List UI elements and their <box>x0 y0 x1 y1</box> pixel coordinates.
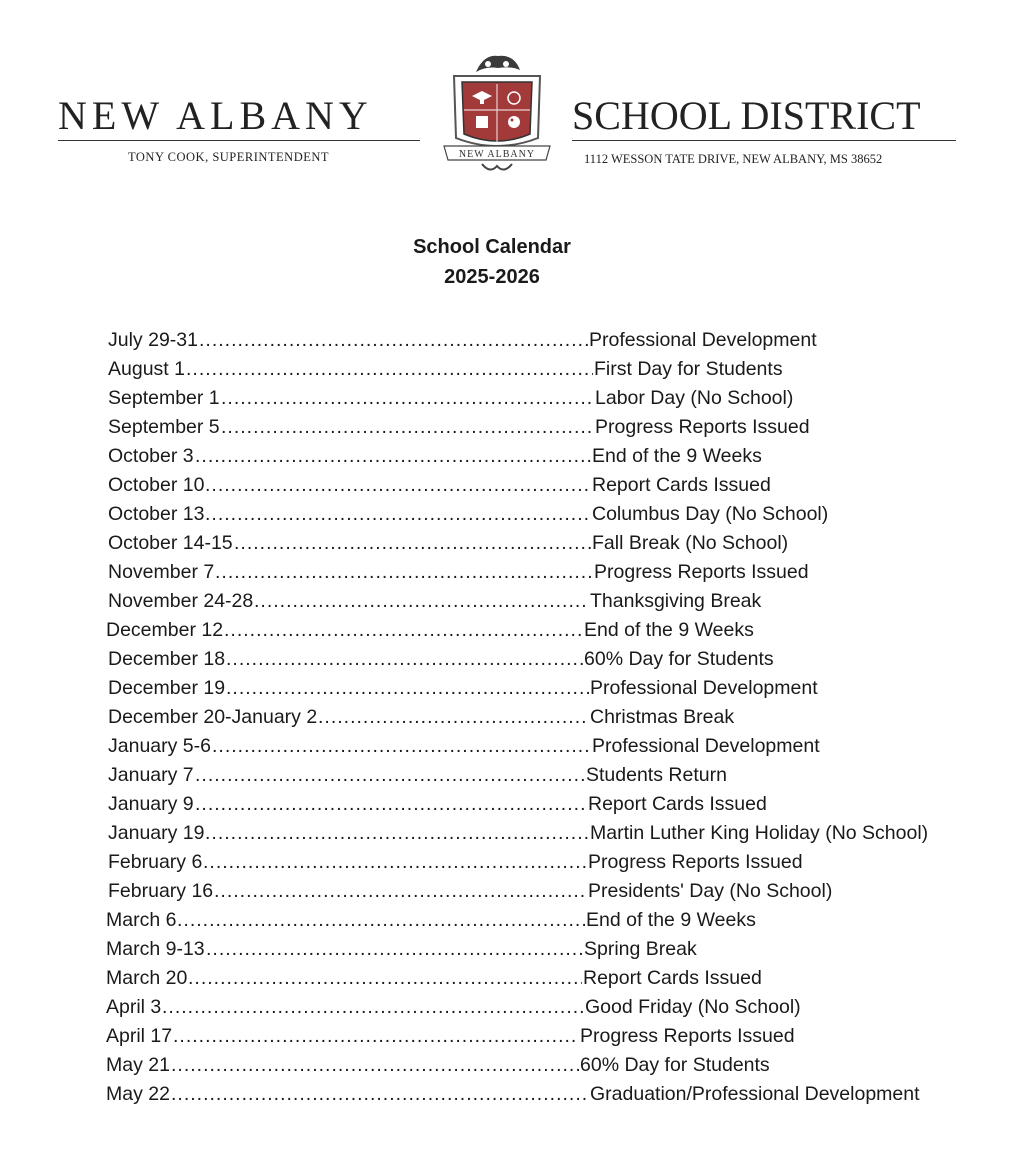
event-date: March 9-13 <box>106 938 205 960</box>
dot-leader <box>195 790 587 819</box>
event-date: January 9 <box>108 793 194 815</box>
event-date: May 22 <box>106 1083 170 1105</box>
event-date: October 14-15 <box>108 532 233 554</box>
event-description: Professional Development <box>592 735 820 757</box>
event-date: September 5 <box>108 416 220 438</box>
list-item <box>108 906 978 935</box>
list-item <box>108 384 978 413</box>
dot-leader <box>195 442 591 471</box>
event-description: First Day for Students <box>594 358 783 380</box>
event-date: January 19 <box>108 822 205 844</box>
list-item <box>108 703 978 732</box>
event-description: Thanksgiving Break <box>590 590 762 612</box>
list-item <box>108 848 978 877</box>
event-date: April 17 <box>106 1025 173 1047</box>
page-title: School Calendar <box>413 236 571 258</box>
event-description: Progress Reports Issued <box>580 1025 795 1047</box>
list-item <box>108 442 978 471</box>
event-description: Professional Development <box>589 329 817 351</box>
dot-leader <box>224 616 583 645</box>
dot-leader <box>205 471 591 500</box>
dot-leader <box>171 1051 579 1080</box>
event-description: Progress Reports Issued <box>595 416 810 438</box>
event-date: April 3 <box>106 996 162 1018</box>
list-item <box>108 587 978 616</box>
list-item <box>108 355 978 384</box>
list-item <box>108 819 978 848</box>
event-description: End of the 9 Weeks <box>586 909 756 931</box>
event-date: October 3 <box>108 445 194 467</box>
event-description: Report Cards Issued <box>583 967 762 989</box>
district-name-left: NEW ALBANY <box>58 93 373 138</box>
dot-leader <box>212 732 591 761</box>
calendar-title-block <box>0 232 984 292</box>
district-name-right: SCHOOL DISTRICT <box>572 93 921 138</box>
event-date: September 1 <box>108 387 220 409</box>
list-item <box>108 1051 978 1080</box>
event-date: November 24-28 <box>108 590 254 612</box>
event-date: October 13 <box>108 503 205 525</box>
event-description: Report Cards Issued <box>592 474 771 496</box>
event-description: Progress Reports Issued <box>588 851 803 873</box>
dot-leader <box>205 500 591 529</box>
event-description: End of the 9 Weeks <box>592 445 762 467</box>
event-description: Presidents' Day (No School) <box>588 880 833 902</box>
dot-leader <box>195 761 585 790</box>
event-date: January 5-6 <box>108 735 211 757</box>
dot-leader <box>226 645 583 674</box>
event-date: February 16 <box>108 880 214 902</box>
event-date: October 10 <box>108 474 205 496</box>
dot-leader <box>205 819 589 848</box>
event-date: December 20-January 2 <box>108 706 318 728</box>
event-description: Labor Day (No School) <box>595 387 794 409</box>
dot-leader <box>214 877 587 906</box>
dot-leader <box>186 355 593 384</box>
event-date: August 1 <box>108 358 185 380</box>
dot-leader <box>162 993 584 1022</box>
dot-leader <box>199 326 588 355</box>
event-description: Good Friday (No School) <box>585 996 801 1018</box>
list-item <box>108 964 978 993</box>
list-item <box>108 326 978 355</box>
list-item <box>108 645 978 674</box>
event-date: December 12 <box>106 619 224 641</box>
letterhead-right <box>572 92 956 141</box>
event-date: May 21 <box>106 1054 170 1076</box>
list-item <box>108 471 978 500</box>
dot-leader <box>206 935 583 964</box>
event-date: July 29-31 <box>108 329 198 351</box>
superintendent-line: TONY COOK, SUPERINTENDENT <box>128 150 330 164</box>
list-item <box>108 529 978 558</box>
list-item <box>108 877 978 906</box>
list-item <box>108 993 978 1022</box>
crest-banner-text: NEW ALBANY <box>458 149 536 160</box>
letterhead-left <box>58 92 420 141</box>
event-description: 60% Day for Students <box>580 1054 770 1076</box>
event-date: December 19 <box>108 677 226 699</box>
event-date: February 6 <box>108 851 203 873</box>
district-address: 1112 WESSON TATE DRIVE, NEW ALBANY, MS 38652 <box>584 152 883 166</box>
dot-leader <box>226 674 589 703</box>
list-item <box>108 732 978 761</box>
list-item <box>108 1080 978 1109</box>
dot-leader <box>171 1080 589 1109</box>
event-description: End of the 9 Weeks <box>584 619 754 641</box>
event-description: 60% Day for Students <box>584 648 774 670</box>
list-item <box>108 674 978 703</box>
school-year: 2025-2026 <box>444 266 540 288</box>
dot-leader <box>234 529 591 558</box>
event-date: December 18 <box>108 648 226 670</box>
event-date: November 7 <box>108 561 215 583</box>
list-item <box>108 1022 978 1051</box>
event-date: March 20 <box>106 967 188 989</box>
dot-leader <box>221 384 594 413</box>
event-description: Report Cards Issued <box>588 793 767 815</box>
dot-leader <box>188 964 582 993</box>
event-description: Professional Development <box>590 677 818 699</box>
calendar-event-list <box>108 326 978 1109</box>
event-description: Fall Break (No School) <box>592 532 789 554</box>
event-description: Christmas Break <box>590 706 735 728</box>
district-crest-logo <box>438 50 556 180</box>
dot-leader <box>221 413 594 442</box>
event-description: Progress Reports Issued <box>594 561 809 583</box>
dot-leader <box>177 906 585 935</box>
event-description: Columbus Day (No School) <box>592 503 829 525</box>
event-description: Students Return <box>586 764 727 786</box>
list-item <box>108 558 978 587</box>
list-item <box>108 790 978 819</box>
dot-leader <box>318 703 589 732</box>
list-item <box>108 616 978 645</box>
list-item <box>108 500 978 529</box>
dot-leader <box>203 848 587 877</box>
event-description: Spring Break <box>584 938 697 960</box>
event-description: Graduation/Professional Development <box>590 1083 920 1105</box>
event-date: January 7 <box>108 764 194 786</box>
dot-leader <box>254 587 589 616</box>
list-item <box>108 413 978 442</box>
list-item <box>108 761 978 790</box>
event-description: Martin Luther King Holiday (No School) <box>590 822 929 844</box>
dot-leader <box>215 558 593 587</box>
event-date: March 6 <box>106 909 177 931</box>
dot-leader <box>173 1022 579 1051</box>
list-item <box>108 935 978 964</box>
letterhead <box>0 0 1024 200</box>
